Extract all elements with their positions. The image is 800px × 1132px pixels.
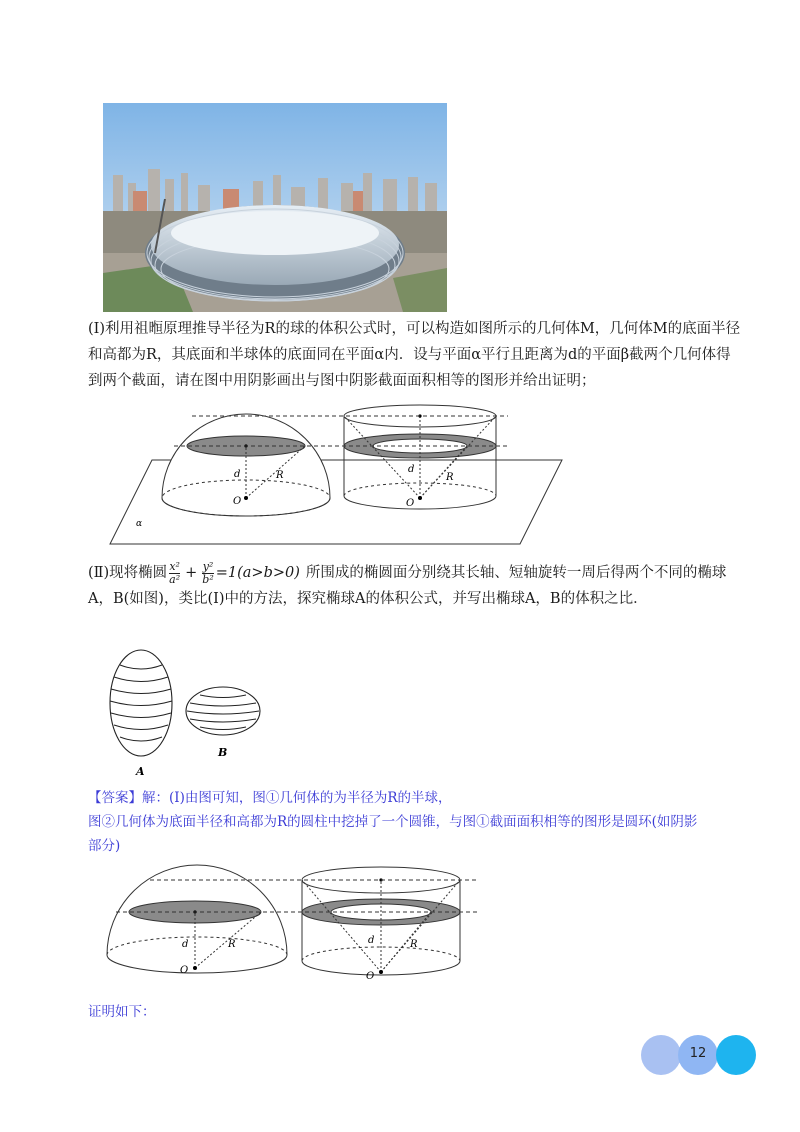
answer-line3: 部分)	[88, 838, 121, 854]
svg-text:d: d	[234, 469, 241, 480]
figure-answer	[100, 855, 500, 994]
part1-line3: 到两个截面，请在图中用阴影画出与图中阴影截面面积相等的图形并给出证明；	[88, 373, 596, 389]
page-number-badge	[640, 1034, 760, 1076]
label-A: A	[136, 765, 145, 778]
svg-text:O: O	[180, 965, 189, 976]
svg-text:R: R	[446, 472, 454, 483]
page-number: 12	[689, 1046, 707, 1061]
part2-line2: A，B(如图)，类比(Ⅰ)中的方法，探究椭球A的体积公式，并写出椭球A，B的体积之比．	[88, 591, 648, 607]
answer-tag: 【答案】	[88, 790, 142, 806]
svg-text:O: O	[366, 971, 375, 982]
label-alpha: α	[136, 519, 143, 529]
answer-line2: 图②几何体为底面半径和高都为R的圆柱中挖掉了一个圆锥，与图①截面面积相等的图形是圆环(如阴影	[88, 814, 698, 830]
part1-text	[88, 316, 768, 394]
answer-text	[88, 786, 778, 858]
label-B: B	[218, 746, 228, 759]
svg-text:O: O	[406, 498, 415, 509]
part1-line2: 和高都为R，其底面和半球体的底面同在平面α内．设与平面α平行且距离为d的平面β截两个几何体得	[88, 347, 731, 363]
svg-text:d: d	[408, 464, 415, 475]
fraction-y: $\frac{\text{y²}}{\text{b²}}$	[202, 559, 214, 586]
svg-text:R: R	[276, 470, 284, 481]
fraction-x: x² a²	[169, 559, 181, 586]
answer-line1: 【答案】解：(Ⅰ)由图可知，图①几何体的为半径为R的半球，	[88, 790, 452, 806]
svg-text:R: R	[410, 939, 418, 950]
figure-hemisphere-cylinder	[100, 400, 580, 554]
stadium-photo	[103, 103, 447, 312]
svg-text:O: O	[233, 496, 242, 507]
svg-text:d: d	[182, 939, 189, 950]
figure-ellipsoids	[100, 645, 280, 789]
part2-text	[88, 560, 778, 612]
part1-line1: (Ⅰ)利用祖暅原理推导半径为R的球的体积公式时，可以构造如图所示的几何体M，几何体M的底面半径	[88, 321, 741, 337]
svg-text:d: d	[368, 935, 375, 946]
proof-intro: 证明如下：	[88, 1004, 156, 1020]
svg-text:R: R	[228, 939, 236, 950]
part2-line1: (Ⅱ)现将椭圆 x² a² + $\frac{\text{y²}}{\text{b²}}$ =1(a>b>0) 所围成的椭圆面分别绕其长轴、短轴旋转一周后得两个不同的椭球	[88, 559, 727, 586]
